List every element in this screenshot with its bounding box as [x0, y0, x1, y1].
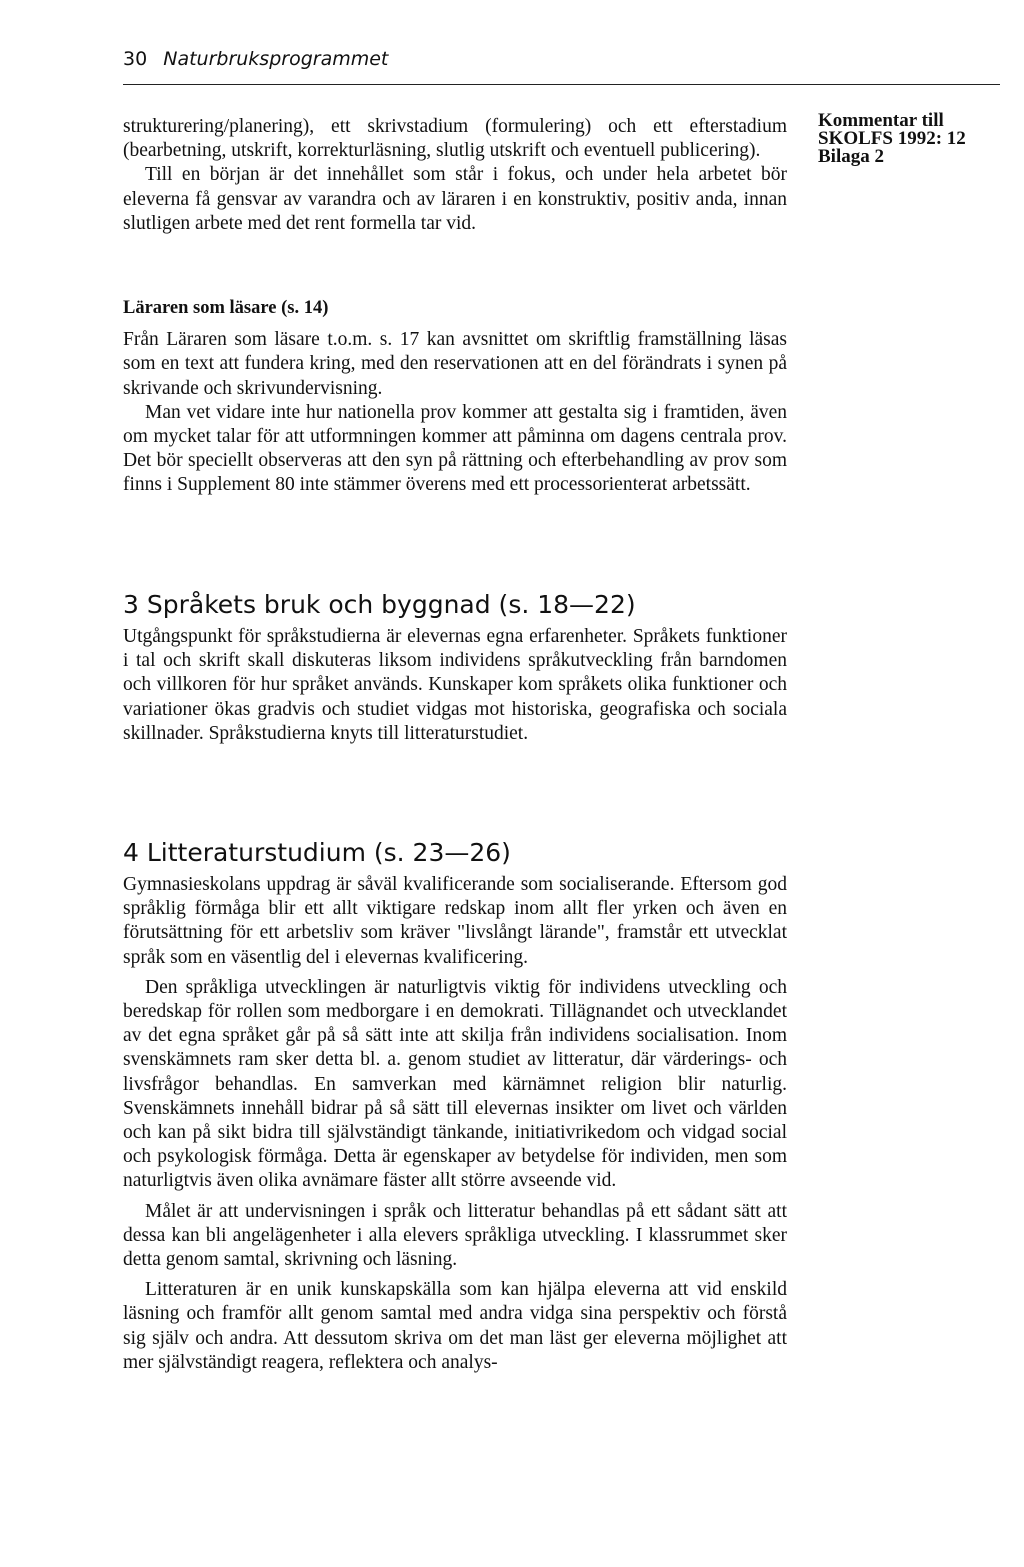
- paragraph: Till en början är det innehållet som står i fokus, och under hela arbetet bör eleverna få gensvar av varandra och av läraren i en konstruktiv, positiv anda, innan slutligen arbete med det rent formella tar vid.: [123, 164, 787, 234]
- paragraph: Man vet vidare inte hur nationella prov kommer att gestalta sig i framtiden, även om mycket talar för att utformningen kommer att påminna om dagens centrala prov. Det bör speciellt observeras att den syn på rättning och efterbehandling av prov som finns i Supplement 80 inte stämmer överens med ett processorienterat arbetssätt.: [123, 401, 787, 496]
- section-heading-4: 4 Litteraturstudium (s. 23—26): [123, 838, 511, 867]
- margin-note-line-1: Kommentar till: [818, 110, 944, 131]
- running-header: [123, 48, 388, 70]
- paragraph: Utgångspunkt för språkstudierna är elevernas egna erfarenheter. Språkets funktioner i tal och skrift skall diskuteras liksom individens språkutveckling från barndomen och villkoren för hur språket används. Kunskaper kom språkets olika funktioner och variationer ökas gradvis och studiet vidgas mot historiska, geografiska och sociala skillnader. Språkstudierna knyts till litteraturstudiet.: [123, 626, 787, 744]
- section-heading-3: 3 Språkets bruk och byggnad (s. 18—22): [123, 590, 636, 619]
- margin-note-line-3: Bilaga 2: [818, 146, 884, 167]
- intro-block: [123, 115, 787, 236]
- paragraph: Gymnasieskolans uppdrag är såväl kvalificerande som socialiserande. Eftersom god språklig förmåga blir ett allt viktigare redskap inom allt fler yrken och även en förutsättning för ett arbetsliv som kräver "livslångt lärande", framstår ett utvecklat språk som en väsentlig del i elevernas kvalificering.: [123, 874, 787, 968]
- header-rule: [123, 84, 1000, 85]
- lararen-section: [123, 296, 787, 498]
- section-4-body: [123, 873, 787, 1375]
- paragraph: Målet är att undervisningen i språk och litteratur behandlas på ett sådant sätt att dessa kan bli angelägenheter i alla elevers språkliga utveckling. I klassrummet sker detta genom samtal, skrivning och läsning.: [123, 1200, 787, 1271]
- margin-note: [818, 112, 1003, 166]
- page-number: 30: [123, 48, 148, 70]
- paragraph: strukturering/planering), ett skrivstadium (formulering) och ett efterstadium (bearbetning, utskrift, korrekturläsning, slutlig utskrift och eventuell publicering).: [123, 116, 787, 162]
- paragraph: Från Läraren som läsare t.o.m. s. 17 kan avsnittet om skriftlig framställning läsas som en text att fundera kring, med den reservationen att en del förändrats i synen på skrivande och skrivundervisning.: [123, 329, 787, 399]
- margin-note-line-2: SKOLFS 1992: 12: [818, 128, 966, 149]
- running-title: Naturbruksprogrammet: [163, 48, 389, 70]
- paragraph: Litteraturen är en unik kunskapskälla som kan hjälpa eleverna att vid enskild läsning och framför allt genom samtal med andra vidga sina perspektiv och förstå sig själv och andra. Att dessutom skriva om det man läst ger eleverna möjlighet att mer självständigt reagera, reflektera och analys-: [123, 1279, 787, 1373]
- paragraph: Den språkliga utvecklingen är naturligtvis viktig för individens utveckling och beredskap för rollen som medborgare i en demokrati. Tillägnandet och utvecklandet av det egna språket går på så sätt inte att skilja från individens socialisation. Inom svenskämnets ram sker detta bl. a. genom studiet av litteratur, där värderings- och livsfrågor behandlas. En samverkan med kärnämnet religion blir naturlig. Svenskämnets innehåll bidrar på så sätt till elevernas insikter om livet och världen och kan på sikt bidra till självständigt tänkande, initiativrikedom och vidgad social och psykologisk förmåga. Detta är egenskaper av betydelse för individen, men som naturligtvis även olika avnämare fäster allt större avseende vid.: [123, 976, 787, 1192]
- section-3-body: [123, 625, 787, 746]
- subsection-heading: Läraren som läsare (s. 14): [123, 298, 329, 318]
